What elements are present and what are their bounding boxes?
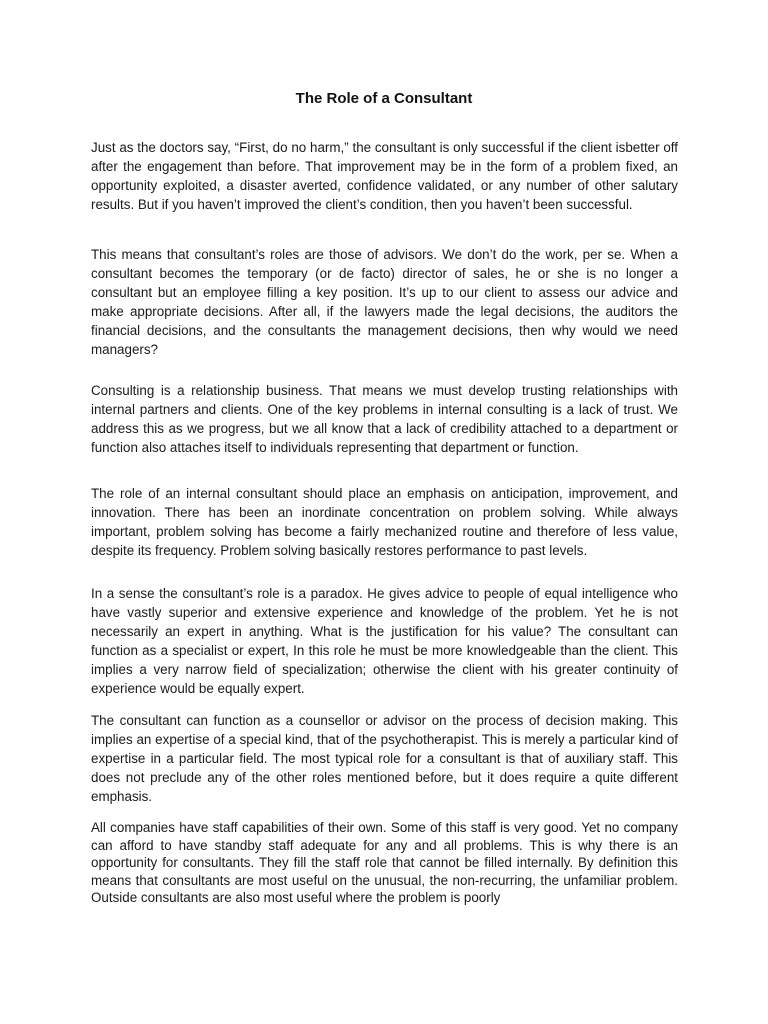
paragraph-3: Consulting is a relationship business. That means we must develop trusting relationships with internal partners and clients. One of the key problems in internal consulting is a lack of trust. We address this as we progress, but we all know that a lack of credibility attached to a department or function also attaches itself to individuals representing that department or function. (91, 383, 678, 455)
paragraph-2: This means that consultant’s roles are those of advisors. We don’t do the work, per se. When a consultant becomes the temporary (or de facto) director of sales, he or she is no longer a consultant but an employee filling a key position. It’s up to our client to assess our advice and make appropriate decisions. After all, if the lawyers made the legal decisions, the auditors the financial decisions, and the consultants the management decisions, then why would we need managers? (91, 247, 678, 357)
paragraph-5: In a sense the consultant’s role is a paradox. He gives advice to people of equal intelligence who have vastly superior and extensive experience and knowledge of the problem. Yet he is not necessarily an expert in anything. What is the justification for his value? The consultant can function as a specialist or expert, In this role he must be more knowledgeable than the client. This implies a very narrow field of specialization; otherwise the client with his greater continuity of experience would be equally expert. (91, 586, 678, 696)
paragraph-1: Just as the doctors say, “First, do no harm,” the consultant is only successful if the client isbetter off after the engagement than before. That improvement may be in the form of a problem fixed, an opportunity exploited, a disaster averted, confidence validated, or any number of other salutary results. But if you haven’t improved the client’s condition, then you haven’t been successful. (91, 140, 678, 212)
document-title: The Role of a Consultant (295, 90, 473, 107)
paragraph-4: The role of an internal consultant should place an emphasis on anticipation, improvement, and innovation. There has been an inordinate concentration on problem solving. While always important, problem solving has become a fairly mechanized routine and therefore of less value, despite its frequency. Problem solving basically restores performance to past levels. (91, 486, 678, 558)
paragraph-6: The consultant can function as a counsellor or advisor on the process of decision making. This implies an expertise of a special kind, that of the psychotherapist. This is merely a particular kind of expertise in a particular field. The most typical role for a consultant is that of auxiliary staff. This does not preclude any of the other roles mentioned before, but it does require a quite different emphasis. (91, 713, 678, 804)
paragraph-7: All companies have staff capabilities of their own. Some of this staff is very good. Yet no company can afford to have standby staff adequate for any and all problems. This is why there is an opportunity for consultants. They fill the staff role that cannot be filled internally. By definition this means that consultants are most useful on the unusual, the non-recurring, the unfamiliar problem. Outside consultants are also most useful where the problem is poorly (91, 820, 678, 905)
